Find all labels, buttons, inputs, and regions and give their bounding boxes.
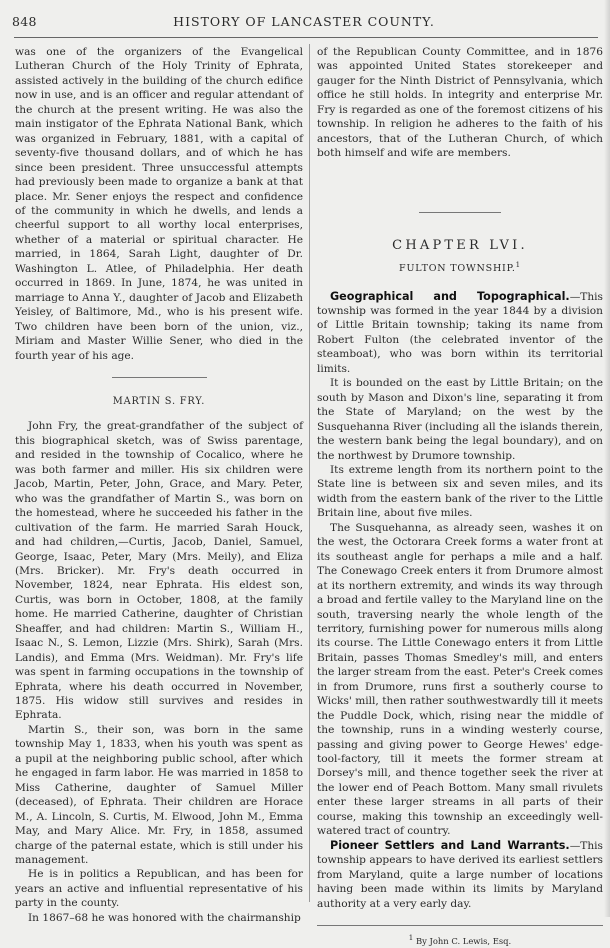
footnote-mark: 1 (408, 934, 414, 943)
chapter-title: CHAPTER LVI. (392, 237, 528, 253)
chapter-separator (419, 212, 501, 213)
length-paragraph: Its extreme length from its northern point to the State line is between six and seven miles, and its width from the eastern bank of the river to the Little Britain line, about five miles. (317, 463, 603, 520)
column-divider (309, 44, 310, 902)
page-edge-shadow (604, 0, 610, 917)
streams-paragraph: The Susquehanna, as already seen, washes it on the west, the Octorara Creek forms a water front at its southeast angle for perhaps a mile and a half. The Conewago Creek enters it from Drumore almost at its northern extremity, and winds its way through a broad and fertile valley to the Maryland line on the south, traversing nearly the whole length of the territory, furnishing power for numerous mills along its course. The Little Conewago enters it from Little Britain, passes Thomas Smedley's mill, and enters the larger stream from the east. Peter's Creek comes in from Drumore, runs first a southerly course to Wicks' mill, then rather southwestwardly till it meets the Puddle Dock, which, rising near the middle of the township, runs in a winding westerly course, passing and giving power to George Hewes' edge-tool-factory, till it meets the former stream at Dorsey's mill, and thence together seek the river at the lower end of Peach Bottom. Many small rivulets enter these larger streams in all parts of their course, making this township an exceedingly well-watered tract of country. (317, 521, 604, 838)
pioneer-text: —This township appears to have derived its earliest settlers from Maryland, quite a large number of locations having been made within its limits by Maryland authority at a very early day. (317, 839, 603, 910)
geographical-heading: Geographical and Topographical. (330, 289, 570, 303)
footnote (317, 934, 603, 948)
section-heading-martin-fry: MARTIN S. FRY. (112, 395, 206, 407)
martin-fry-paragraph: Martin S., their son, was born in the same township May 1, 1833, when his youth was spent as a pupil at the neighboring public school, after which he engaged in farm labor. He was married in 1858 to Miss Catherine, daughter of Samuel Miller (deceased), of Ephrata. Their children are Horace M., A. Lincoln, S. Curtis, M. Elwood, John M., Emma May, and Mary Alice. Mr. Fry, in 1858, assumed charge of the paternal estate, which is still under his management. (15, 723, 303, 867)
geographical-paragraph (317, 290, 603, 377)
pioneer-paragraph (317, 839, 603, 911)
pioneer-heading: Pioneer Settlers and Land Warrants. (330, 838, 570, 852)
page-number: 848 (12, 14, 37, 29)
politics-paragraph: He is in politics a Republican, and has been for years an active and influential representative of his party in the county. (15, 868, 303, 910)
right-column (317, 45, 603, 948)
running-head: HISTORY OF LANCASTER COUNTY. (173, 14, 435, 29)
chapter-subtitle (317, 262, 603, 276)
sener-paragraph: was one of the organizers of the Evangelical Lutheran Church of the Holy Trinity of Ephrata, assisted actively in the building of the church edifice now in use, and is an officer and regular attendant of the church at the present writing. He was also the main instigator of the Ephrata National Bank, which was organized in February, 1881, with a capital of seventy-five thousand dollars, and of which he has since been president. Three unsuccessful attempts had previously been made to organize a bank at that place. Mr. Sener enjoys the respect and confidence of the community in which he dwells, and lends a cheerful support to all worthy local enterprises, whether of a material or spiritual character. He married, in 1864, Sarah Light, daughter of Dr. Washington L. Atlee, of Philadelphia. Her death occurred in 1869. In June, 1874, he was united in marriage to Anna Y., daughter of Jacob and Elizabeth Yeisley, of Baltimore, Md., who is his present wife. Two children have been born of the union, viz., Miriam and Master Willie Sener, who died in the fourth year of his age. (15, 46, 303, 362)
page-header (12, 14, 596, 34)
footnote-text: By John C. Lewis, Esq. (415, 936, 512, 947)
left-column (15, 45, 303, 925)
chapter-subtitle-text: FULTON TOWNSHIP. (399, 263, 516, 275)
footnote-reference[interactable]: 1 (515, 260, 521, 269)
fry-continuation-paragraph: of the Republican County Committee, and in 1876 was appointed United States storekeeper and gauger for the Ninth District of Pennsylvania, which office he still holds. In integrity and enterprise Mr. Fry is regarded as one of the foremost citizens of his township. In religion he adheres to the faith of his ancestors, that of the Lutheran Church, of which both himself and wife are members. (317, 46, 603, 160)
footnote-rule (317, 925, 603, 926)
bounds-paragraph: It is bounded on the east by Little Britain; on the south by Mason and Dixon's line, separating it from the State of Maryland; on the west by the Susquehanna River (including all the islands therein, the western bank being the legal boundary), and on the northwest by Drumore township. (317, 377, 603, 462)
geographical-text: —This township was formed in the year 1844 by a division of Little Britain township; taking its name from Robert Fulton (the celebrated inventor of the steamboat), who was born within its territorial limits. (317, 290, 603, 375)
header-rule (14, 37, 598, 38)
fry-ancestry-paragraph: John Fry, the great-grandfather of the subject of this biographical sketch, was of Swiss parentage, and resided in the township of Cocalico, where he was both farmer and miller. His six children were Jacob, Martin, Peter, John, Grace, and Mary. Peter, who was the grandfather of Martin S., was born on the homestead, where he succeeded his father in the cultivation of the farm. He married Sarah Houck, and had children,—Curtis, Jacob, Daniel, Samuel, George, Isaac, Peter, Mary (Mrs. Meily), and Eliza (Mrs. Bricker). Mr. Fry's death occurred in November, 1824, near Ephrata. His eldest son, Curtis, was born in October, 1808, at the family home. He married Catherine, daughter of Christian Sheaffer, and had children: Martin S., William H., Isaac N., S. Lemon, Lizzie (Mrs. Shirk), Sarah (Mrs. Landis), and Emma (Mrs. Weidman). Mr. Fry's life was spent in farming occupations in the township of Ephrata, where his death occurred in November, 1875. His widow still survives and resides in Ephrata. (15, 420, 303, 722)
section-separator (112, 377, 207, 378)
chairmanship-paragraph: In 1867–68 he was honored with the chairmanship (28, 911, 301, 924)
